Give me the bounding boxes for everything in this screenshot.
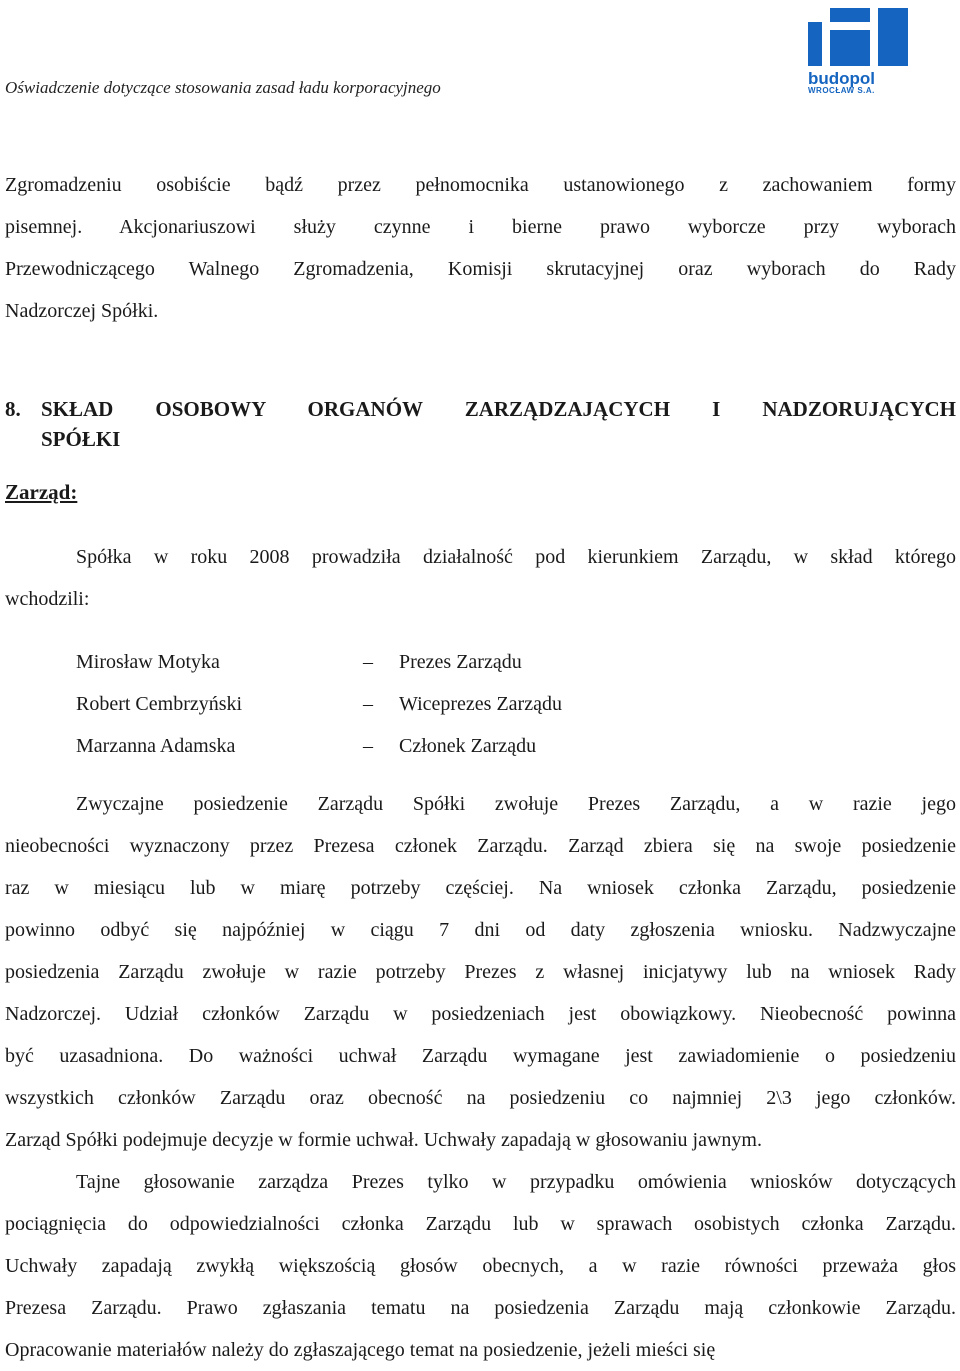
paragraph-line: Spółka w roku 2008 prowadziła działalność pod kierunkiem Zarządu, w skład którego	[76, 546, 956, 568]
paragraph-line: Uchwały zapadają zwykłą większością głosów obecnych, a w razie równości przeważa głos	[5, 1255, 956, 1277]
paragraph-1	[5, 164, 956, 332]
section-heading	[5, 394, 956, 454]
paragraph-line: posiedzenia Zarządu zwołuje w razie potrzeby Prezes z własnej inicjatywy lub na wniosek Rady	[5, 961, 956, 983]
subsection-heading: Zarząd:	[5, 480, 78, 504]
member-name: Mirosław Motyka	[76, 651, 220, 673]
logo-city: WROCŁAW S.A.	[808, 86, 875, 95]
paragraph-line: Prezesa Zarządu. Prawo zgłaszania tematu na posiedzenia Zarządu mają członkowie Zarządu.	[5, 1297, 956, 1319]
paragraph-line: Zgromadzeniu osobiście bądź przez pełnomocnika ustanowionego z zachowaniem formy	[5, 174, 956, 196]
section-number: 8.	[5, 397, 21, 421]
paragraph-3	[5, 1161, 956, 1371]
section-title-line2: SPÓŁKI	[41, 427, 121, 451]
paragraph-line: nieobecności wyznaczony przez Prezesa członek Zarządu. Zarząd zbiera się na swoje posiedzenie	[5, 835, 956, 857]
paragraph-line: pisemnej. Akcjonariuszowi służy czynne i bierne prawo wyborcze przy wyborach	[5, 216, 956, 238]
paragraph-line: Tajne głosowanie zarządza Prezes tylko w przypadku omówienia wniosków dotyczących	[76, 1171, 956, 1193]
paragraph-line: Opracowanie materiałów należy do zgłaszającego temat na posiedzenie, jeżeli mieści się	[5, 1339, 716, 1361]
member-role: Prezes Zarządu	[399, 651, 522, 673]
member-role: Członek Zarządu	[399, 735, 537, 757]
paragraph-line: powinno odbyć się najpóźniej w ciągu 7 dni od daty zgłoszenia wniosku. Nadzwyczajne	[5, 919, 956, 941]
section-title-line1: SKŁAD OSOBOWY ORGANÓW ZARZĄDZAJĄCYCH I NADZORUJĄCYCH	[41, 397, 956, 421]
paragraph-line: być uzasadniona. Do ważności uchwał Zarządu wymagane jest zawiadomienie o posiedzeniu	[5, 1045, 956, 1067]
paragraph-line: Nadzorczej. Udział członków Zarządu w posiedzeniach jest obowiązkowy. Nieobecność powinna	[5, 1003, 956, 1025]
document-title: Oświadczenie dotyczące stosowania zasad ładu korporacyjnego	[5, 78, 441, 97]
member-name: Marzanna Adamska	[76, 735, 236, 757]
paragraph-2	[5, 783, 956, 1161]
board-members-list	[76, 641, 562, 767]
logo-wordmark	[808, 70, 912, 95]
paragraph-line: Nadzorczej Spółki.	[5, 300, 159, 322]
member-dash: –	[363, 735, 373, 757]
paragraph-line: raz w miesiącu lub w miarę potrzeby częściej. Na wniosek członka Zarządu, posiedzenie	[5, 877, 956, 899]
paragraph-line: pociągnięcia do odpowiedzialności członka Zarządu lub w sprawach osobistych członka Zarządu.	[5, 1213, 956, 1235]
paragraph-line: wszystkich członków Zarządu oraz obecność na posiedzeniu co najmniej 2\3 jego członków.	[5, 1087, 956, 1109]
logo-name: budopol	[808, 69, 876, 88]
intro-paragraph	[5, 536, 956, 620]
paragraph-line: Zarząd Spółki podejmuje decyzje w formie uchwał. Uchwały zapadają w głosowaniu jawnym.	[5, 1129, 762, 1151]
member-dash: –	[363, 651, 373, 673]
paragraph-line: Przewodniczącego Walnego Zgromadzenia, Komisji skrutacyjnej oraz wyborach do Rady	[5, 258, 956, 280]
paragraph-line: wchodzili:	[5, 588, 90, 610]
list-item	[76, 641, 562, 683]
member-dash: –	[363, 693, 373, 715]
member-name: Robert Cembrzyński	[76, 693, 243, 715]
paragraph-line: Zwyczajne posiedzenie Zarządu Spółki zwołuje Prezes Zarządu, a w razie jego	[76, 793, 956, 815]
member-role: Wiceprezes Zarządu	[399, 693, 562, 715]
list-item	[76, 683, 562, 725]
list-item	[76, 725, 562, 767]
